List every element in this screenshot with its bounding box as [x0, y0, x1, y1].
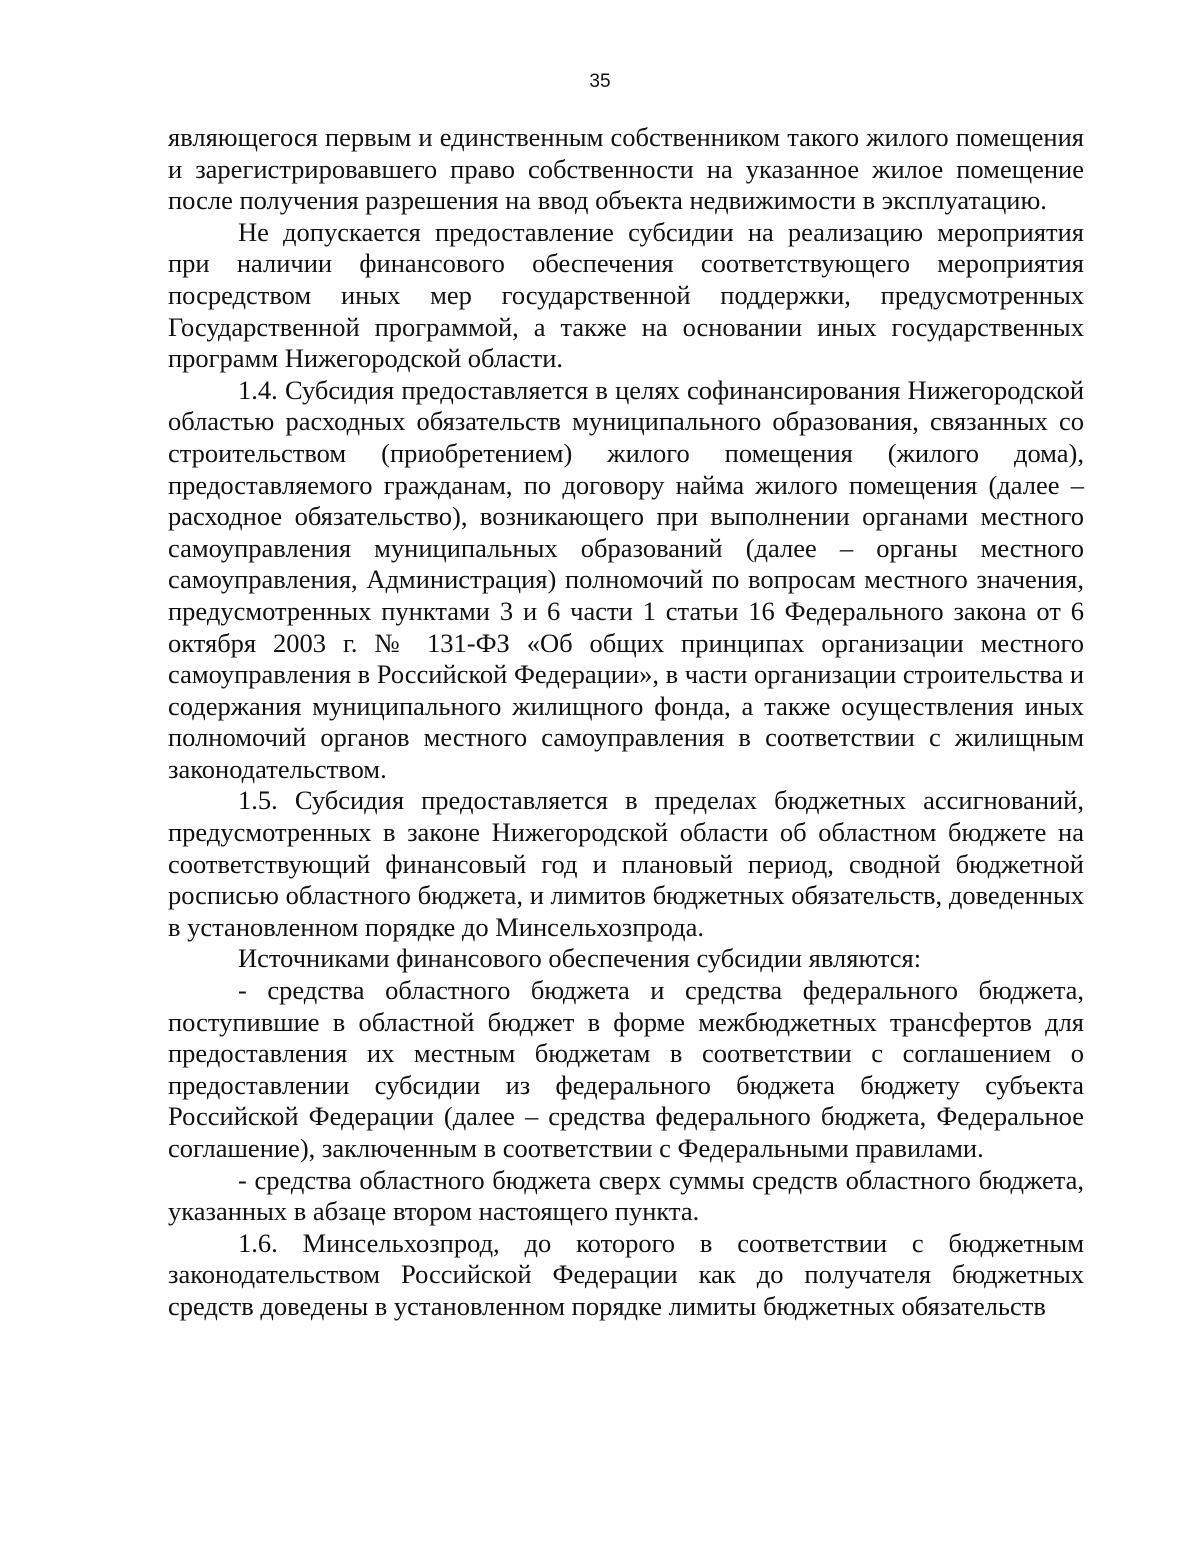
- paragraph-8: 1.6. Минсельхозпрод, до которого в соответствии с бюджетным законодательством Российской Федерации как до получателя бюджетных средств доведены в установленном порядке лимиты бюджетных обязательств: [168, 1227, 1084, 1321]
- paragraph-7: - средства областного бюджета сверх суммы средств областного бюджета, указанных в абзаце втором настоящего пункта.: [168, 1164, 1084, 1227]
- paragraph-1: являющегося первым и единственным собственником такого жилого помещения и зарегистрировавшего право собственности на указанное жилое помещение после получения разрешения на ввод объекта недвижимости в эксплуатацию.: [168, 122, 1084, 216]
- document-body: [168, 122, 1084, 1323]
- page-number: 35: [589, 71, 611, 92]
- paragraph-5: Источниками финансового обеспечения субсидии являются:: [238, 943, 922, 974]
- paragraph-4: 1.5. Субсидия предоставляется в пределах бюджетных ассигнований, предусмотренных в законе Нижегородской области об областном бюджете на соответствующий финансовый год и плановый период, сводной бюджетной росписью областного бюджета, и лимитов бюджетных обязательств, доведенных в установленном порядке до Минсельхозпрода.: [168, 785, 1084, 942]
- paragraph-3: 1.4. Субсидия предоставляется в целях софинансирования Нижегородской областью расходных обязательств муниципального образования, связанных со строительством (приобретением) жилого помещения (жилого дома), предоставляемого гражданам, по договору найма жилого помещения (далее – расходное обязательство), возникающего при выполнении органами местного самоуправления муниципальных образований (далее – органы местного самоуправления, Администрация) полномочий по вопросам местного значения, предусмотренных пунктами 3 и 6 части 1 статьи 16 Федерального закона от 6 октября 2003 г. № 131-ФЗ «Об общих принципах организации местного самоуправления в Российской Федерации», в части организации строительства и содержания муниципального жилищного фонда, а также осуществления иных полномочий органов местного самоуправления в соответствии с жилищным законодательством.: [168, 374, 1084, 784]
- paragraph-2: Не допускается предоставление субсидии на реализацию мероприятия при наличии финансового обеспечения соответствующего мероприятия посредством иных мер государственной поддержки, предусмотренных Государственной программой, а также на основании иных государственных программ Нижегородской области.: [168, 216, 1084, 374]
- paragraph-6: - средства областного бюджета и средства федерального бюджета, поступившие в областной бюджет в форме межбюджетных трансфертов для предоставления их местным бюджетам в соответствии с соглашением о предоставлении субсидии из федерального бюджета бюджету субъекта Российской Федерации (далее – средства федерального бюджета, Федеральное соглашение), заключенным в соответствии с Федеральными правилами.: [168, 975, 1084, 1163]
